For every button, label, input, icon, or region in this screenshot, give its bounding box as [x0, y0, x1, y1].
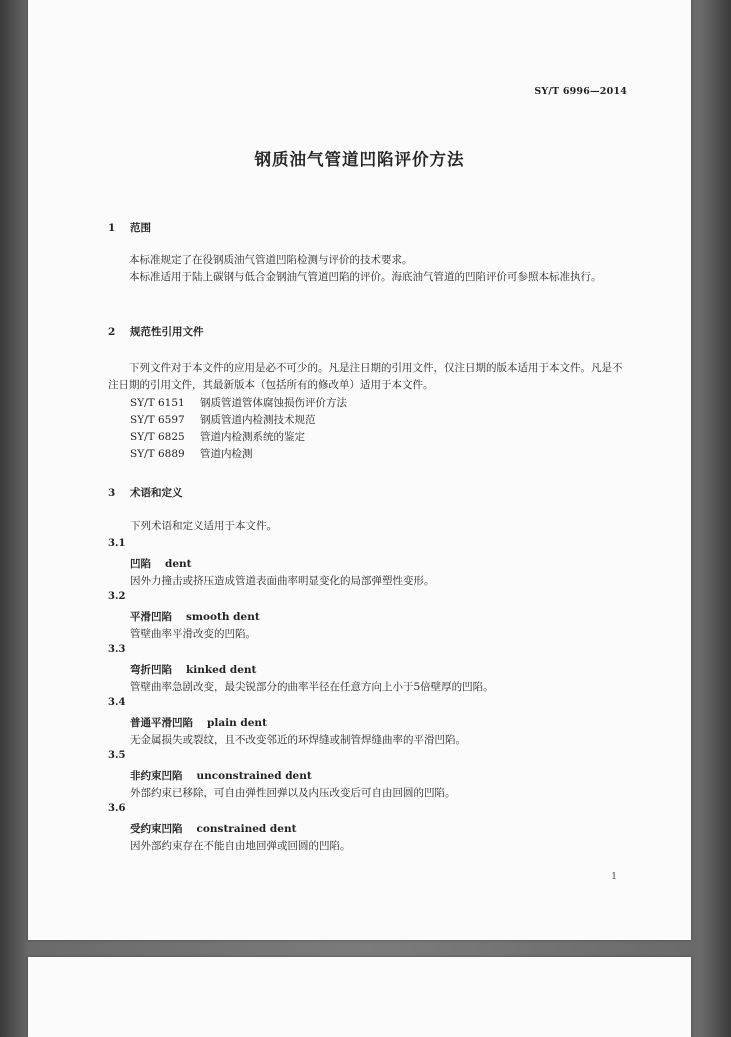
- reference-item: SY/T 6151 钢质管道管体腐蚀损伤评价方法: [130, 397, 347, 409]
- terms-intro: 下列术语和定义适用于本文件。: [130, 520, 277, 532]
- section-heading-terms-definitions: 3 术语和定义: [108, 487, 183, 499]
- term-definition: 管壁曲率平滑改变的凹陷。: [130, 628, 256, 640]
- standard-code: SY/T 6996—2014: [534, 86, 627, 97]
- term-number: 3.4: [108, 697, 126, 708]
- term-definition: 因外力撞击或挤压造成管道表面曲率明显变化的局部弹塑性变形。: [130, 575, 435, 587]
- section-heading-normative-references: 2 规范性引用文件: [108, 326, 204, 338]
- term-title: 凹陷 dent: [130, 558, 192, 570]
- paragraph: 下列文件对于本文件的应用是必不可少的。凡是注日期的引用文件，仅注日期的版本适用于本文件。凡是不注日期的引用文件，其最新版本（包括所有的修改单）适用于本文件。: [108, 362, 623, 391]
- term-number: 3.1: [108, 538, 126, 549]
- document-page: [28, 0, 691, 940]
- term-number: 3.3: [108, 644, 126, 655]
- page-number: 1: [611, 872, 617, 882]
- paragraph: 本标准适用于陆上碳钢与低合金钢油气管道凹陷的评价。海底油气管道的凹陷评价可参照本标准执行。: [129, 271, 602, 283]
- term-number: 3.5: [108, 750, 126, 761]
- term-definition: 因外部约束存在不能自由地回弹或回圆的凹陷。: [130, 840, 351, 852]
- term-number: 3.2: [108, 591, 126, 602]
- term-title: 平滑凹陷 smooth dent: [130, 611, 260, 623]
- term-title: 受约束凹陷 constrained dent: [130, 823, 297, 835]
- reference-item: SY/T 6889 管道内检测: [130, 448, 253, 460]
- reference-item: SY/T 6825 管道内检测系统的鉴定: [130, 431, 305, 443]
- section-heading-scope: 1 范围: [108, 222, 151, 234]
- term-title: 普通平滑凹陷 plain dent: [130, 717, 267, 729]
- term-definition: 无金属损失或裂纹，且不改变邻近的环焊缝或制管焊缝曲率的平滑凹陷。: [130, 734, 466, 746]
- paragraph: 本标准规定了在役钢质油气管道凹陷检测与评价的技术要求。: [129, 254, 413, 266]
- term-number: 3.6: [108, 803, 126, 814]
- reference-item: SY/T 6597 钢质管道内检测技术规范: [130, 414, 316, 426]
- term-title: 弯折凹陷 kinked dent: [130, 664, 257, 676]
- document-title: 钢质油气管道凹陷评价方法: [254, 150, 465, 169]
- term-definition: 外部约束已移除，可自由弹性回弹以及内压改变后可自由回圆的凹陷。: [130, 787, 456, 799]
- term-definition: 管壁曲率急剧改变，最尖锐部分的曲率半径在任意方向上小于5倍壁厚的凹陷。: [130, 681, 494, 693]
- term-title: 非约束凹陷 unconstrained dent: [130, 770, 312, 782]
- next-page: [28, 957, 691, 1037]
